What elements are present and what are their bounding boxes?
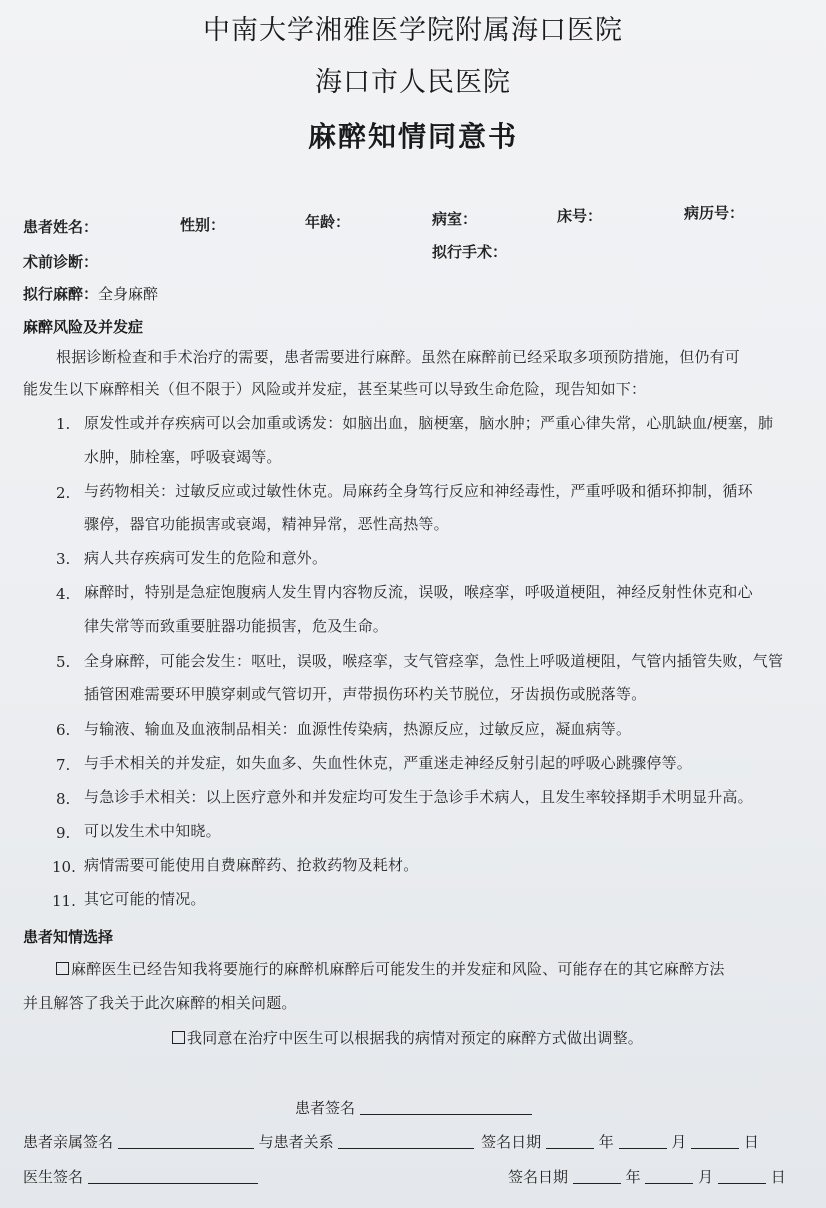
risk-item-number: 10. [52,858,76,876]
risk-item-text: 其它可能的情况。 [84,890,206,908]
risk-item-text: 与急诊手术相关：以上医疗意外和并发症均可发生于急诊手术病人，且发生率较择期手术明显升高。 [84,788,753,806]
ward-label: 病室： [432,210,478,228]
document-title: 麻醉知情同意书 [307,120,518,153]
risk-item-number: 11. [52,892,76,910]
bed-label: 床号： [557,207,603,225]
doctor-signature-line[interactable] [88,1169,258,1184]
risk-item-number: 1. [56,415,71,433]
relative-signature-line[interactable] [118,1134,254,1149]
patient-name-label: 患者姓名： [23,218,99,236]
date-day-line[interactable] [718,1169,766,1184]
anesthesia-value: 全身麻醉 [98,285,159,303]
risk-item-text: 与药物相关：过敏反应或过敏性休克。局麻药全身笃行反应和神经毒性，严重呼吸和循环抑制，循环 [84,482,753,500]
risk-item-number: 3. [56,550,71,568]
risk-item-number: 8. [56,790,71,808]
consent-choice-1-text: 麻醉医生已经告知我将要施行的麻醉机麻醉后可能发生的并发症和风险、可能存在的其它麻醉方法 [71,960,725,978]
relative-signature-label: 患者亲属签名 [23,1133,114,1151]
risk-item-number: 5. [56,653,71,671]
sign-date-label: 签名日期 [481,1133,542,1151]
day-label: 日 [743,1133,759,1151]
risk-heading: 麻醉风险及并发症 [23,318,144,336]
month-label: 月 [698,1168,714,1186]
date-day-line[interactable] [691,1134,739,1149]
doctor-signature-row [23,1166,258,1187]
doctor-date-row [508,1166,786,1187]
patient-signature-label: 患者签名 [295,1099,356,1117]
risk-item-text: 可以发生术中知晓。 [84,822,221,840]
year-label: 年 [625,1168,641,1186]
risk-item-text: 病人共存疾病可发生的危险和意外。 [84,549,328,567]
risk-item-text: 与手术相关的并发症，如失血多、失血性休克，严重迷走神经反射引起的呼吸心跳骤停等。 [84,754,693,772]
year-label: 年 [598,1133,614,1151]
relation-line[interactable] [338,1134,474,1149]
date-month-line[interactable] [619,1134,667,1149]
hospital-name-line1: 中南大学湘雅医学院附属海口医院 [203,15,623,46]
record-number-label: 病历号： [684,204,745,222]
consent-choice-2-text: 我同意在治疗中医生可以根据我的病情对预定的麻醉方式做出调整。 [187,1029,644,1047]
date-month-line[interactable] [645,1169,693,1184]
doctor-signature-label: 医生签名 [23,1168,84,1186]
patient-signature-line[interactable] [360,1100,532,1115]
diagnosis-label: 术前诊断： [23,253,99,271]
consent-choice-1 [56,958,725,979]
risk-item-text: 病情需要可能使用自费麻醉药、抢救药物及耗材。 [84,856,419,874]
consent-heading: 患者知情选择 [23,928,114,946]
risk-item-text-cont: 骤停，器官功能损害或衰竭，精神异常，恶性高热等。 [84,515,449,533]
risk-item-text: 原发性或并存疾病可以会加重或诱发：如脑出血，脑梗塞，脑水肿；严重心律失常，心肌缺血/梗塞，肺 [84,414,774,432]
risk-item-number: 7. [56,756,71,774]
risk-item-number: 2. [56,484,71,502]
risk-item-text: 全身麻醉，可能会发生：呕吐，误吸，喉痉挛，支气管痉挛，急性上呼吸道梗阻，气管内插管失败，气管 [84,652,784,670]
anesthesia-row [23,283,158,304]
patient-signature-row [295,1097,532,1118]
age-label: 年龄： [305,213,351,231]
risk-item-text-cont: 插管困难需要环甲膜穿刺或气管切开，声带损伤环杓关节脱位，牙齿损伤或脱落等。 [84,685,647,703]
date-year-line[interactable] [546,1134,594,1149]
gender-label: 性别： [180,216,226,234]
consent-checkbox-1[interactable] [56,962,69,975]
risk-intro-line1: 根据诊断检查和手术治疗的需要，患者需要进行麻醉。虽然在麻醉前已经采取多项预防措施，但仍有可 [56,348,741,366]
month-label: 月 [671,1133,687,1151]
risk-intro-line2: 能发生以下麻醉相关（但不限于）风险或并发症，甚至某些可以导致生命危险，现告知如下： [23,380,647,398]
surgery-label: 拟行手术： [432,243,508,261]
relation-label: 与患者关系 [258,1133,334,1151]
risk-item-number: 6. [56,721,71,739]
anesthesia-label: 拟行麻醉： [23,285,99,303]
consent-choice-1-text-cont: 并且解答了我关于此次麻醉的相关问题。 [23,994,297,1012]
consent-checkbox-2[interactable] [172,1031,185,1044]
risk-item-number: 9. [56,824,71,842]
consent-choice-2 [172,1027,643,1048]
hospital-name-line2: 海口市人民医院 [315,67,511,98]
sign-date-label: 签名日期 [508,1168,569,1186]
risk-item-text-cont: 水肿，肺栓塞，呼吸衰竭等。 [84,448,282,466]
date-year-line[interactable] [573,1169,621,1184]
risk-item-text: 与输液、输血及血液制品相关：血源性传染病，热源反应，过敏反应，凝血病等。 [84,720,632,738]
relative-signature-row [23,1131,759,1152]
day-label: 日 [770,1168,786,1186]
risk-item-text: 麻醉时，特别是急症饱腹病人发生胃内容物反流，误吸，喉痉挛，呼吸道梗阻，神经反射性休克和心 [84,583,753,601]
risk-item-text-cont: 律失常等而致重要脏器功能损害，危及生命。 [84,617,389,635]
risk-item-number: 4. [56,585,71,603]
